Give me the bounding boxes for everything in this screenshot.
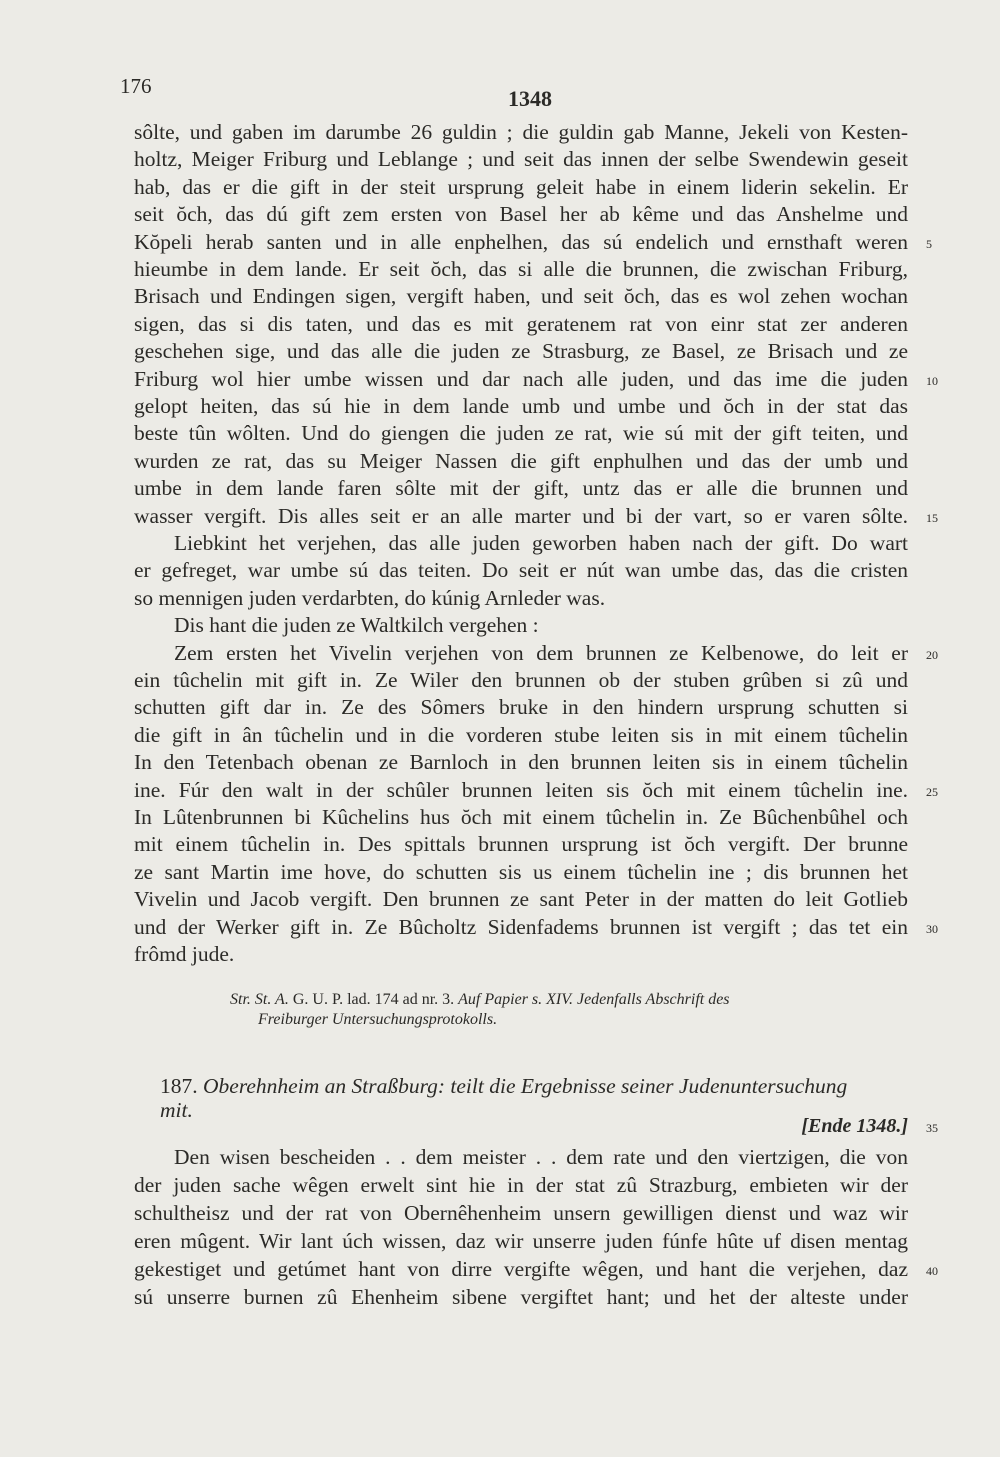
text-line: gekestiget und getúmet hant von dirre vergifte wêgen, und hant die verjehen, daz [134,1257,908,1281]
text-line: sôlte, und gaben im darumbe 26 guldin ; die guldin gab Manne, Jekeli von Kesten- [134,120,908,144]
text-line: gelopt heiten, das sú hie in dem lande umb und umbe und ŏch in der stat das [134,394,908,418]
page-number: 176 [120,74,152,98]
text-line: seit ŏch, das dú gift zem ersten von Basel her ab kême und das Anshelme und [134,202,908,227]
text-line: Zem ersten het Vivelin verjehen von dem brunnen ze Kelbenowe, do leit er [174,640,908,665]
text-line: so mennigen juden verdarbten, do kúnig Arnleder was. [134,585,606,610]
text-line: Vivelin und Jacob vergift. Den brunnen ze sant Peter in der matten do leit Gotlieb [134,887,908,912]
margin-line-number: 20 [926,647,938,662]
text-line: der juden sache wêgen erwelt sint hie in der stat zû Strazburg, embieten wir der [134,1173,908,1197]
text-line: Kŏpeli herab santen und in alle enphelhen, das sú endelich und ernsthaft weren [134,229,908,254]
text-line: Den wisen bescheiden . . dem meister . . dem rate und den viertzigen, die von [174,1145,908,1169]
margin-line-number: 40 [926,1264,938,1278]
text-line: wasser vergift. Dis alles seit er an alle marter und bi der vart, so er varen sôlte. [134,503,908,528]
text-line: holtz, Meiger Friburg und Leblange ; und seit das innen der selbe Swendewin geseit [134,147,908,172]
text-line: In den Tetenbach obenan ze Barnloch in den brunnen leiten sis in einem tûchelin [134,750,908,775]
text-line: sigen, das si dis taten, und das es mit geratenem rat von einr stat zer anderen [134,311,908,336]
text-line: Friburg wol hier umbe wissen und dar nach alle juden, und das ime die juden [134,366,908,391]
document-date-text: [Ende 1348.] [801,1115,908,1137]
margin-line-number: 15 [926,510,938,525]
margin-line-number: 35 [926,1121,938,1135]
text-line: sú unserre burnen zû Ehenheim sibene vergiftet hant; und het der alteste under [134,1285,908,1309]
source-remark-continued: Freiburger Untersuchungsprotokolls. [258,1011,498,1028]
margin-line-number: 10 [926,373,938,388]
source-remark: Auf Papier s. XIV. Jedenfalls Abschrift des [458,991,730,1008]
archive-abbreviation: Str. St. A. [230,991,289,1008]
text-line: frômd jude. [134,942,235,966]
text-line: ze sant Martin ime hove, do schutten sis us einem tûchelin ine ; dis brunnen het [134,859,908,884]
text-line: umbe in dem lande faren sôlte mit der gift, untz das er alle die brunnen und [134,476,908,501]
text-line: beste tûn wôlten. Und do giengen die juden ze rat, wie sú mit der gift teiten, und [134,421,908,446]
text-line: ine. Fúr den walt in der schûler brunnen leiten sis ŏch mit einem tûchelin ine. [134,777,908,802]
margin-line-number: 5 [926,236,932,251]
text-line: ein tûchelin mit gift in. Ze Wiler den brunnen ob der stuben grûben si zû und [134,668,908,692]
text-line: In Lûtenbrunnen bi Kûchelins hus ŏch mit einem tûchelin in. Ze Bûchenbûhel och [134,805,908,829]
text-line: hab, das er die gift in der steit ursprung geleit habe in einem liderin sekelin. Er [134,174,908,199]
text-line: hieumbe in dem lande. Er seit ŏch, das si alle die brunnen, die zwischan Friburg, [134,257,908,281]
archive-reference: G. U. P. lad. 174 ad nr. 3. [292,991,455,1008]
source-note [230,990,908,1010]
text-line: mit einem tûchelin in. Des spittals brunnen ursprung ist ŏch vergift. Der brunne [134,832,908,857]
document-number: 187. [160,1074,198,1098]
margin-line-number: 30 [926,921,938,936]
document-date [700,1112,908,1140]
document-title: Oberehnheim an Straßburg: teilt die Ergebnisse seiner Judenuntersuchung [203,1074,848,1098]
text-line: er gefreget, war umbe sú das teiten. Do seit er nút wan umbe das, das die cristen [134,558,908,583]
text-line: Liebkint het verjehen, das alle juden geworben haben nach der gift. Do wart [174,531,908,555]
text-line: die gift in ân tûchelin und in die vorderen stube leiten sis in mit einem tûchelin [134,722,908,747]
text-line: wurden ze rat, das su Meiger Nassen die gift enphulhen und das der umb und [134,448,908,473]
text-line: eren mûgent. Wir lant úch wissen, daz wir unserre juden fúnfe hûte uf disen mentag [134,1229,908,1253]
text-line: und der Werker gift in. Ze Bûcholtz Sidenfadems brunnen ist vergift ; das tet ein [134,914,908,939]
text-line: schultheisz und der rat von Obernêhenheim unsern gewilligen dienst und waz wir [134,1201,908,1225]
document-title-continued: mit. [160,1098,193,1122]
text-line: Brisach und Endingen sigen, vergift haben, und seit ŏch, das es wol zehen wochan [134,284,908,309]
margin-line-number: 25 [926,784,938,799]
text-line: Dis hant die juden ze Waltkilch vergehen : [174,613,539,638]
text-line: schutten gift dar in. Ze des Sômers bruke in den hindern ursprung schutten si [134,695,908,720]
running-head-year: 1348 [508,86,552,111]
text-line: geschehen sige, und das alle die juden ze Strasburg, ze Basel, ze Brisach und ze [134,339,908,364]
